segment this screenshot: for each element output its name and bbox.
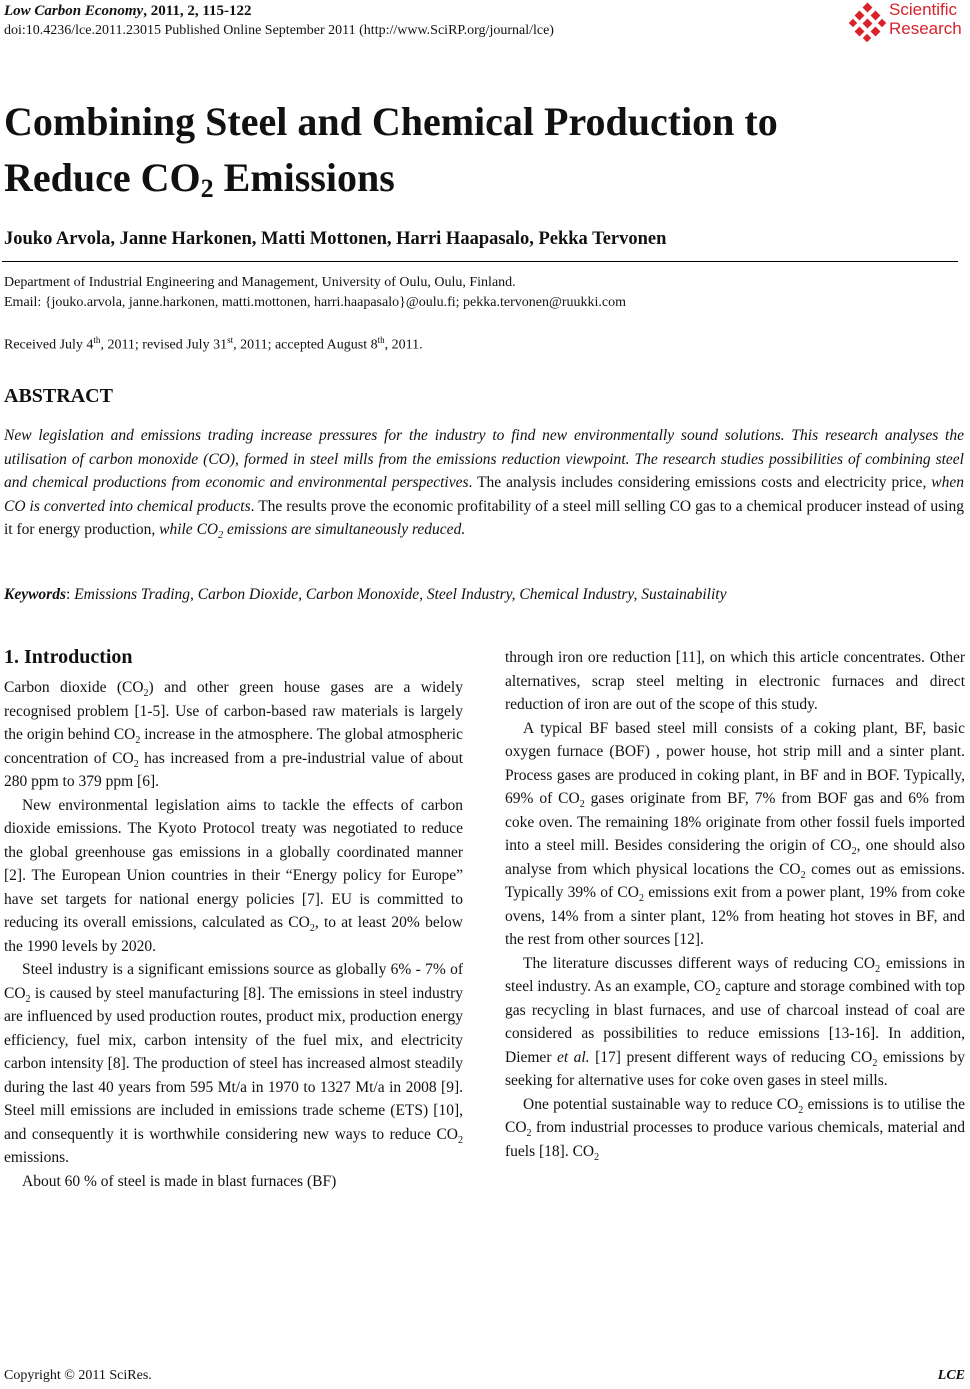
paragraph: The literature discusses different ways of reducing $CO_2$ emissions in steel industry. As an example, $CO_2$ capture and storage combined with top gas recycling in blast furnaces, and use of charcoal instead of coal are considered as possibilities to reduce emissions [13-16]. In addition, Diemer et al. [17] present different ways of reducing $CO_2$ emissions by seeking for alternative uses for coke oven gases in steel mills. [505,954,965,1089]
journal-volume: , 2011, 2, 115-122 [143,3,252,19]
journal-abbrev-footer: LCE [937,1368,965,1383]
affiliation: Department of Industrial Engineering and Management, University of Oulu, Oulu, Finland. [4,275,516,290]
email-line[interactable]: Email: {jouko.arvola, janne.harkonen, matti.mottonen, harri.haapasalo}@oulu.fi; pekka.tervonen@ruukki.com [4,295,626,310]
paragraph: A typical BF based steel mill consists of a coking plant, BF, basic oxygen furnace (BOF) , power house, hot strip mill and a sinter plant. Process gases are produced in coking plant, in BF and in BOF. Typically, 69% of $CO_2$ gases originate from BF, 7% from BOF gas and 6% from coke oven. The remaining 18% originate from other fossil fuels imported into a steel mill. Besides considering the origin of $CO_2$, one should also analyse from which physical locations the $CO_2$ comes out as emissions. Typically 39% of $CO_2$ emissions exit from a power plant, 19% from coke ovens, 14% from a sinter plant, 12% from heating hot stoves in BF, and the rest from other sources [12]. [505,719,965,948]
abstract-heading: ABSTRACT [4,385,113,407]
journal-name: Low Carbon Economy [4,3,144,19]
author-list: Jouko Arvola, Janne Harkonen, Matti Mottonen, Harri Haapasalo, Pekka Tervonen [4,229,667,249]
section-heading-introduction: 1. Introduction [4,646,133,668]
keywords: Keywords: Emissions Trading, Carbon Dioxide, Carbon Monoxide, Steel Industry, Chemical Industry, Sustainability [4,586,727,603]
paragraph: Carbon dioxide $(CO_2)$ and other green house gases are a widely recognised problem [1-5]. Use of carbon-based raw materials is largely the origin behind $CO_2$ increase in the atmosphere. The global atmospheric concentration of $CO_2$ has increased from a pre-industrial value of about 280 ppm to 379 ppm [6]. [4,679,463,790]
paper-title: Combining Steel and Chemical Production to Reduce $CO_2$ Emissions [4,99,778,203]
paragraph: One potential sustainable way to reduce $CO_2$ emissions is to utilise the $CO_2$ from industrial processes to produce various chemicals, material and fuels [18]. $CO_2$ [505,1095,965,1163]
copyright-footer: Copyright © 2011 SciRes. [4,1368,152,1383]
left-column [4,644,463,1193]
right-column [505,646,965,1163]
header-divider [2,261,958,262]
scirp-logo-icon [848,2,888,42]
journal-header [4,2,554,40]
publisher-logo[interactable] [848,0,968,44]
paragraph: New environmental legislation aims to tackle the effects of carbon dioxide emissions. The Kyoto Protocol treaty was negotiated to reduce the global greenhouse gas emissions in a globally coordinated manner [2]. The European Union countries in their “Energy policy for Europe” have set targets for national energy policies [7]. EU is committed to reducing its overall emissions, calculated as $CO_2$, to at least 20% below the 1990 levels by 2020. [4,796,463,955]
keyword-list: Emissions Trading, Carbon Dioxide, Carbon Monoxide, Steel Industry, Chemical Industry, Sustainability [74,586,727,603]
received-dates: Received July 4th, 2011; revised July 31st, 2011; accepted August 8th, 2011. [4,335,423,353]
paragraph: About 60 % of steel is made in blast furnaces (BF) [22,1172,337,1190]
paragraph: through iron ore reduction [11], on which this article concentrates. Other alternatives, scrap steel melting in electronic furnaces and direct reduction of iron are out of the scope of this study. [505,649,965,713]
doi-line: doi:10.4236/lce.2011.23015 Published Online September 2011 (http://www.SciRP.org/journal/lce) [4,23,554,38]
abstract-text: New legislation and emissions trading increase pressures for the industry to find new environmentally sound solutions. This research analyses the utilisation of carbon monoxide (CO), formed in steel mills from the emissions reduction viewpoint. The research studies possibilities of combining steel and chemical productions from economic and environmental perspectives. The analysis includes considering emissions costs and electricity price, when CO is converted into chemical products. The results prove the economic profitability of a steel mill selling CO gas to a chemical producer instead of using it for energy production, while $CO_2$ emissions are simultaneously reduced. [4,427,965,542]
logo-text: Scientific Research [889,0,962,38]
paragraph: Steel industry is a significant emissions source as globally 6% - 7% of $CO_2$ is caused by steel manufacturing [8]. The emissions in steel industry are influenced by used production routes, product mix, production energy efficiency, fuel mix, carbon intensity of the fuel mix, and electricity carbon intensity [8]. The production of steel has increased almost steadily during the last 40 years from 595 Mt/a in 1970 to 1327 Mt/a in 2008 [9]. Steel mill emissions are included in emissions trade scheme (ETS) [10], and consequently it is worthwhile considering new ways to reduce $CO_2$ emissions. [4,961,463,1166]
affiliation-block [4,273,626,313]
